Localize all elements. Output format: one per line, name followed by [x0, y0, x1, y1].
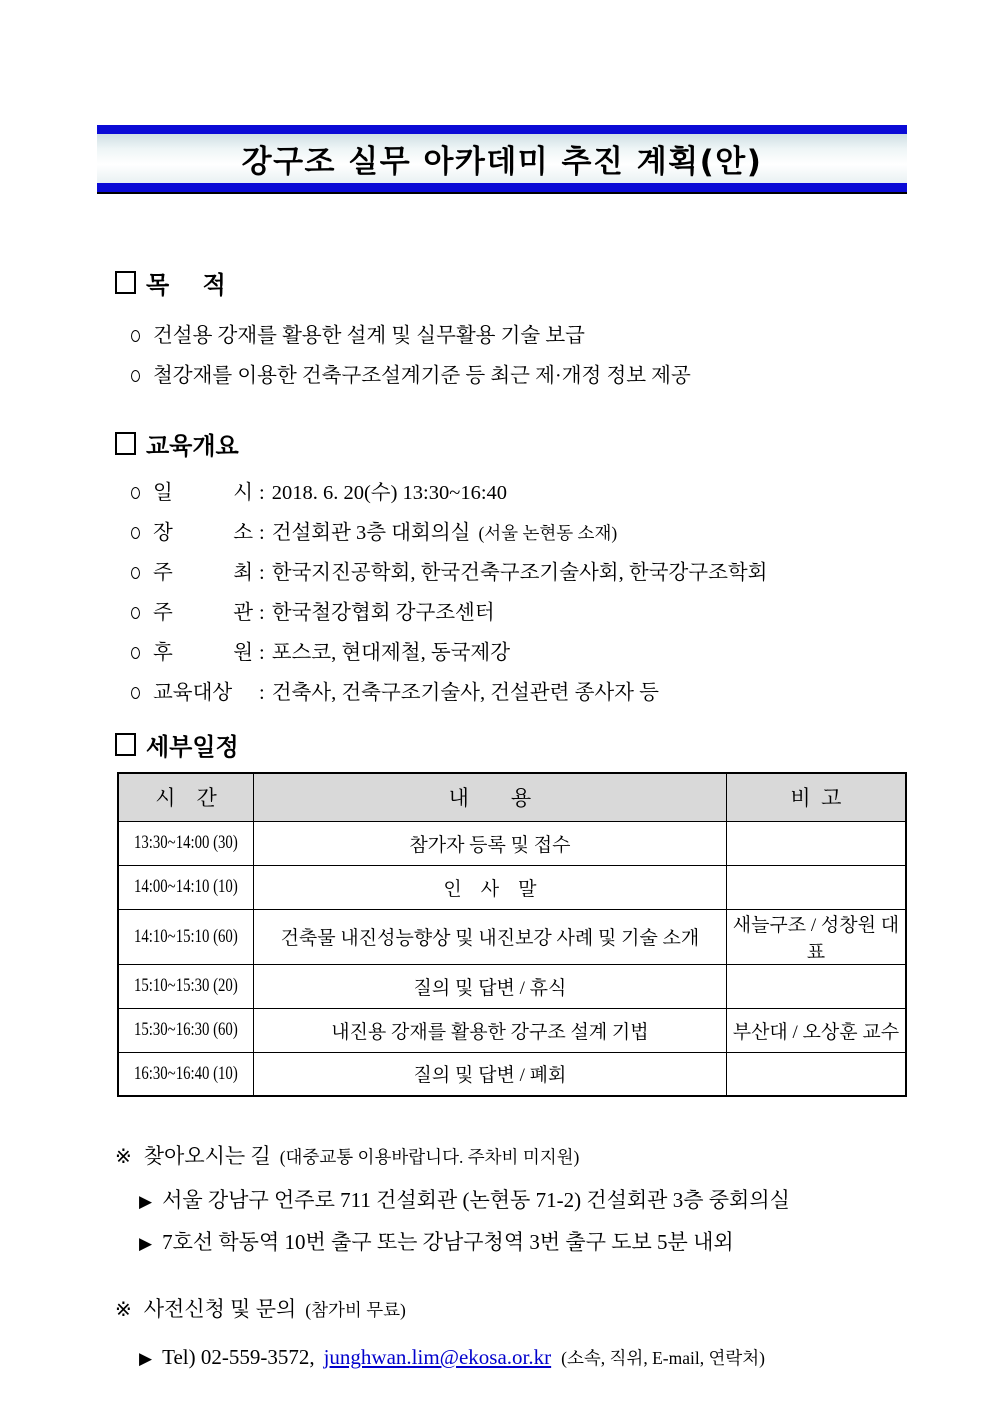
overview-item-value: 2018. 6. 20(수) 13:30~16:40	[271, 482, 508, 504]
directions-item-text: 서울 강남구 언주로 711 건설회관 (논현동 71-2) 건설회관 3층 중회의실	[162, 1188, 790, 1212]
overview-item-note: (서울 논현동 소재)	[478, 523, 618, 543]
time-cell: 16:30~16:40 (10)	[118, 1052, 254, 1096]
contact-note: (참가비 무료)	[305, 1300, 406, 1320]
contact-tel: Tel) 02-559-3572,	[162, 1345, 315, 1369]
overview-item-value: 한국철강협회 강구조센터	[271, 602, 495, 624]
purpose-item-text: 철강재를 이용한 건축구조설계기준 등 최근 제·개정 정보 제공	[153, 365, 691, 387]
label-colon: :	[259, 562, 265, 584]
purpose-section-heading	[0, 265, 992, 300]
content-cell: 질의 및 답변 / 폐회	[254, 1052, 727, 1096]
list-item	[0, 473, 992, 513]
overview-section-heading	[0, 426, 992, 461]
time-cell: 14:00~14:10 (10)	[118, 865, 254, 909]
list-item	[0, 1180, 992, 1222]
contact-heading-label: 사전신청 및 문의	[143, 1297, 297, 1321]
label-colon: :	[259, 602, 265, 624]
overview-heading-label: 교육개요	[146, 432, 239, 460]
time-cell: 14:10~15:10 (60)	[118, 909, 254, 964]
arrow-bullet-icon: ▶	[139, 1349, 153, 1368]
overview-list	[0, 473, 992, 713]
directions-note: (대중교통 이용바랍니다. 주차비 미지원)	[279, 1147, 580, 1167]
time-cell: 15:10~15:30 (20)	[118, 964, 254, 1008]
label-colon: :	[259, 522, 265, 544]
time-cell: 13:30~14:00 (30)	[118, 821, 254, 865]
square-checkbox-icon	[115, 733, 136, 756]
schedule-heading-label: 세부일정	[146, 733, 239, 761]
overview-item-value: 포스코, 현대제철, 동국제강	[271, 642, 511, 664]
email-link[interactable]: junghwan.lim@ekosa.or.kr	[323, 1345, 552, 1369]
circle-bullet-icon	[131, 330, 140, 342]
overview-item-label: 장 소	[153, 522, 253, 544]
circle-bullet-icon	[131, 607, 140, 619]
table-row	[118, 1008, 906, 1052]
overview-item-label: 교육대상	[153, 682, 233, 704]
overview-item-value: 한국지진공학회, 한국건축구조기술사회, 한국강구조학회	[271, 562, 768, 584]
contact-line	[0, 1337, 992, 1379]
contact-heading	[0, 1294, 992, 1325]
purpose-list	[0, 316, 992, 396]
list-item	[0, 356, 992, 396]
directions-heading	[0, 1141, 992, 1172]
square-checkbox-icon	[115, 432, 136, 455]
content-cell: 인 사 말	[254, 865, 727, 909]
schedule-section-heading	[0, 727, 992, 762]
column-header-time: 시 간	[118, 773, 254, 821]
arrow-bullet-icon: ▶	[139, 1192, 153, 1211]
content-cell: 참가자 등록 및 접수	[254, 821, 727, 865]
overview-item-label: 주 관	[153, 602, 253, 624]
column-header-remark: 비 고	[726, 773, 906, 821]
circle-bullet-icon	[131, 687, 140, 699]
label-colon: :	[259, 482, 265, 504]
table-row	[118, 964, 906, 1008]
overview-item-label: 후 원	[153, 642, 253, 664]
list-item	[0, 1222, 992, 1264]
reference-mark-icon: ※	[115, 1299, 132, 1321]
list-item	[0, 593, 992, 633]
square-checkbox-icon	[115, 271, 136, 294]
table-row	[118, 909, 906, 964]
table-row	[118, 865, 906, 909]
document-title-banner	[97, 125, 907, 192]
time-cell: 15:30~16:30 (60)	[118, 1008, 254, 1052]
overview-item-label: 일 시	[153, 482, 253, 504]
schedule-table	[117, 772, 907, 1097]
directions-list	[0, 1180, 992, 1264]
overview-item-label: 주 최	[153, 562, 253, 584]
remark-cell	[726, 821, 906, 865]
circle-bullet-icon	[131, 567, 140, 579]
directions-item-text: 7호선 학동역 10번 출구 또는 강남구청역 3번 출구 도보 5분 내외	[162, 1230, 734, 1254]
table-header-row	[118, 773, 906, 821]
list-item	[0, 316, 992, 356]
list-item	[0, 633, 992, 673]
table-row	[118, 821, 906, 865]
overview-item-value: 건설회관 3층 대회의실	[271, 522, 471, 544]
label-colon: :	[259, 682, 265, 704]
list-item	[0, 673, 992, 713]
content-cell: 질의 및 답변 / 휴식	[254, 964, 727, 1008]
directions-heading-label: 찾아오시는 길	[143, 1144, 271, 1168]
remark-cell	[726, 1052, 906, 1096]
purpose-item-text: 건설용 강재를 활용한 설계 및 실무활용 기술 보급	[153, 325, 585, 347]
list-item	[0, 513, 992, 553]
list-item	[0, 553, 992, 593]
remark-cell: 새늘구조 / 성창원 대표	[726, 909, 906, 964]
arrow-bullet-icon: ▶	[139, 1234, 153, 1253]
content-cell: 내진용 강재를 활용한 강구조 설계 기법	[254, 1008, 727, 1052]
table-row	[118, 1052, 906, 1096]
column-header-content: 내 용	[254, 773, 727, 821]
overview-item-value: 건축사, 건축구조기술사, 건설관련 종사자 등	[271, 682, 659, 704]
content-cell: 건축물 내진성능향상 및 내진보강 사례 및 기술 소개	[254, 909, 727, 964]
remark-cell	[726, 964, 906, 1008]
circle-bullet-icon	[131, 647, 140, 659]
remark-cell	[726, 865, 906, 909]
circle-bullet-icon	[131, 487, 140, 499]
reference-mark-icon: ※	[115, 1146, 132, 1168]
document-title: 강구조 실무 아카데미 추진 계획(안)	[241, 144, 763, 180]
circle-bullet-icon	[131, 527, 140, 539]
label-colon: :	[259, 642, 265, 664]
purpose-heading-label: 목 적	[146, 271, 226, 299]
contact-suffix: (소속, 직위, E-mail, 연락처)	[561, 1348, 766, 1368]
remark-cell: 부산대 / 오상훈 교수	[726, 1008, 906, 1052]
circle-bullet-icon	[131, 370, 140, 382]
